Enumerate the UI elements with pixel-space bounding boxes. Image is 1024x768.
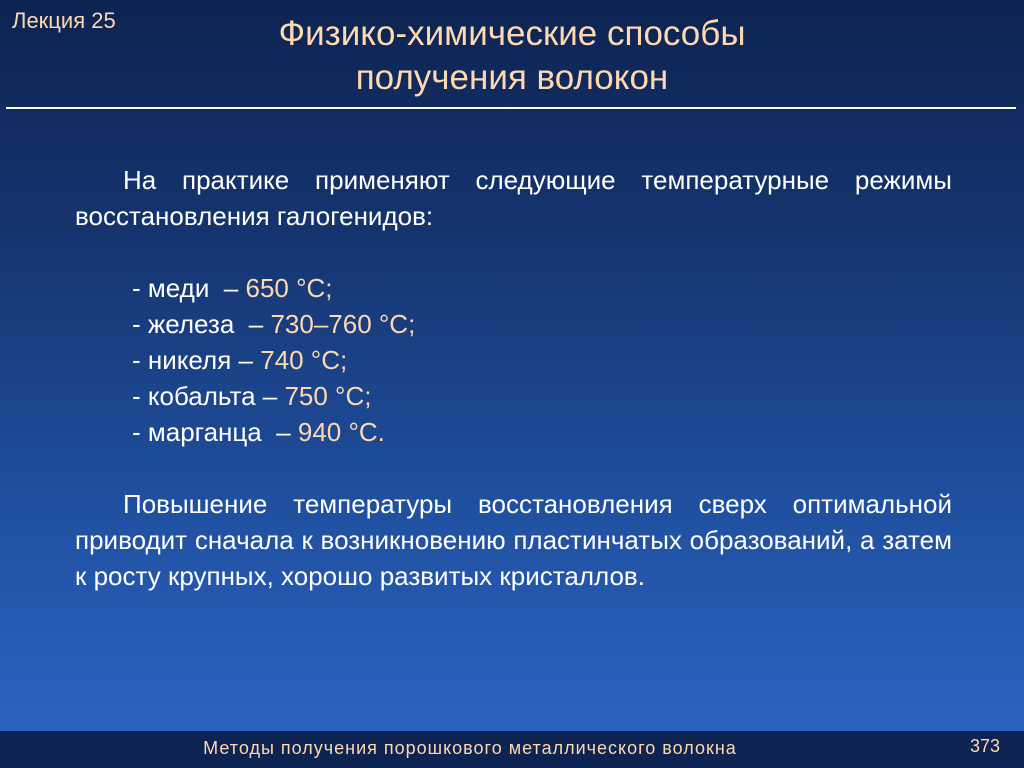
list-item: [132, 378, 952, 414]
list-item-value: 740 °С;: [260, 345, 348, 375]
temperature-list: [75, 270, 952, 450]
slide-title-line-2: получения волокон: [355, 58, 669, 97]
list-item-value: 750 °С;: [284, 381, 372, 411]
spacer: [75, 450, 952, 486]
list-item-value: 730–760 °С;: [270, 309, 416, 339]
list-item: [132, 414, 952, 450]
conclusion-paragraph: Повышение температуры восстановления сверх оптимальной приводит сначала к возникновению пластинчатых образований, а затем к росту крупных, хорошо развитых кристаллов.: [75, 489, 952, 591]
lecture-label: Лекция 25: [12, 8, 116, 33]
list-item-label: - меди –: [132, 273, 246, 303]
list-item-label: - никеля –: [132, 345, 261, 375]
slide-title-line-1: Физико-химические способы: [278, 14, 746, 53]
list-item: [132, 306, 952, 342]
course-title: Методы получения порошкового металлического волокна: [203, 738, 737, 758]
list-item-label: - марганца –: [132, 417, 298, 447]
intro-paragraph: На практике применяют следующие температурные режимы восстановления галогенидов:: [75, 165, 952, 231]
list-item: [132, 270, 952, 306]
slide-title: [150, 12, 874, 100]
list-item-label: - кобальта –: [132, 381, 285, 411]
list-item-value: 940 °С.: [297, 417, 385, 447]
title-divider: [6, 107, 1016, 109]
slide-body: [75, 162, 952, 594]
list-item: [132, 342, 952, 378]
page-number: 373: [969, 736, 1000, 756]
list-item-label: - железа –: [132, 309, 271, 339]
list-item-value: 650 °С;: [245, 273, 333, 303]
spacer: [75, 234, 952, 270]
